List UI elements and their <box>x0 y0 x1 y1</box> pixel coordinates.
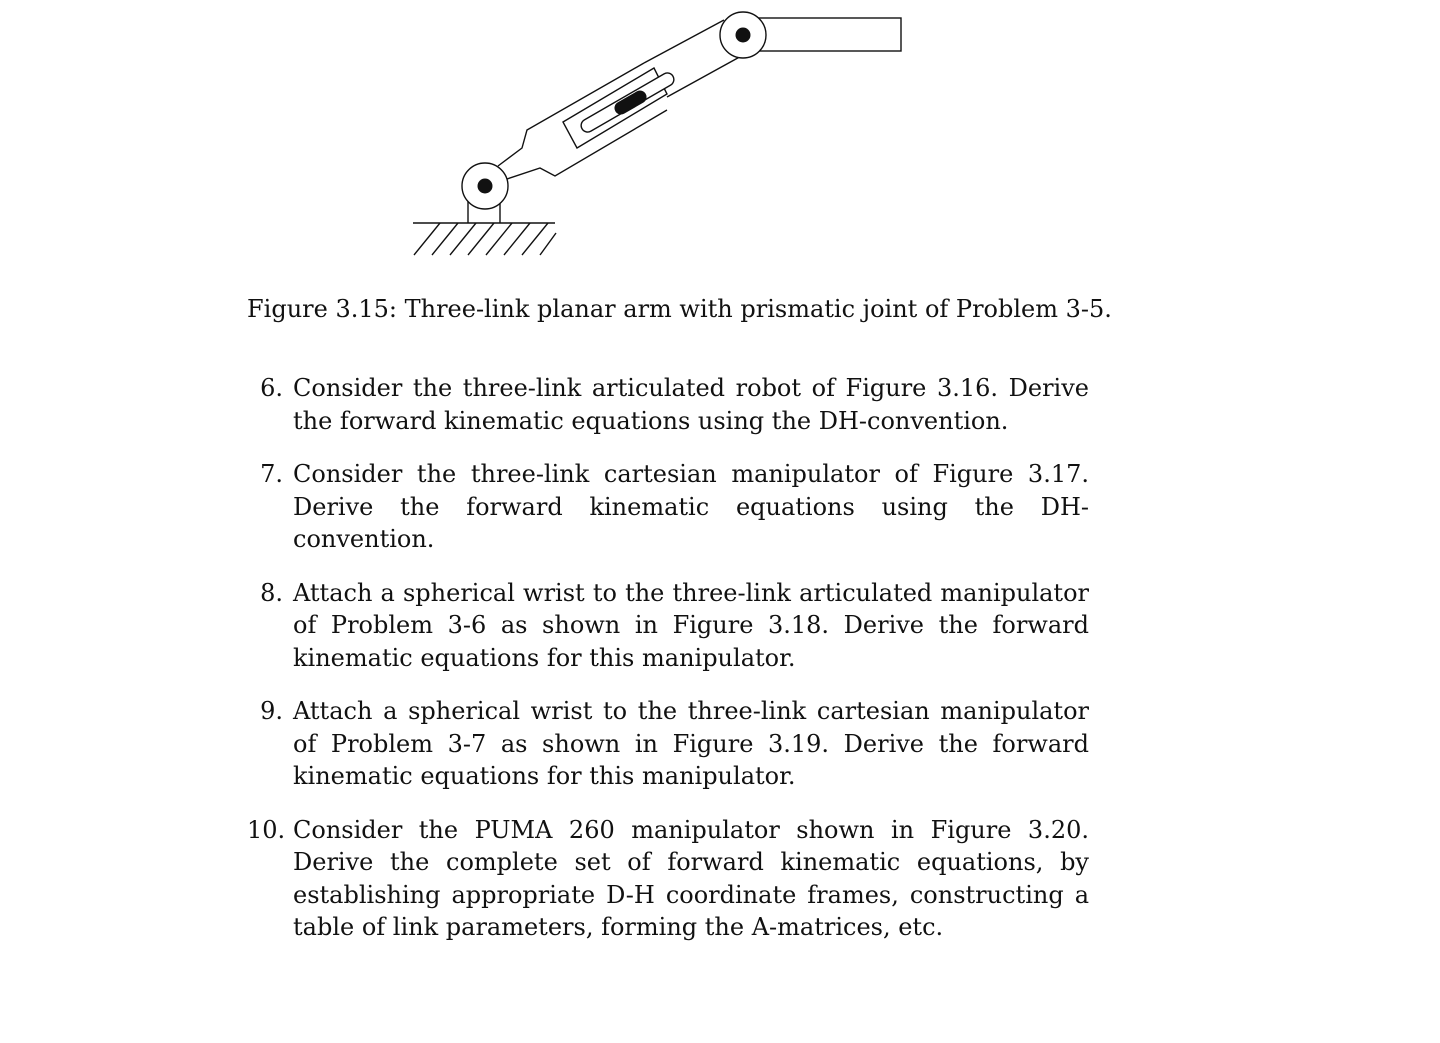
problem-text: Consider the PUMA 260 manipulator shown in Figure 3.20. Derive the complete set of forward kinematic equations, by establishing appropriate D-H coordinate frames, constructing a table of link parameters, forming the A-matrices, etc. <box>293 815 1089 941</box>
problem-number: 10. <box>247 815 286 844</box>
problem-item <box>247 695 1089 793</box>
problem-item <box>247 577 1089 675</box>
problem-text: Consider the three-link cartesian manipulator of Figure 3.17. Derive the forward kinematic equations using the DH-convention. <box>293 460 1089 553</box>
problem-item <box>247 458 1089 556</box>
problem-item <box>247 372 1089 437</box>
problem-text: Consider the three-link articulated robot of Figure 3.16. Derive the forward kinematic equations using the DH-convention. <box>293 374 1089 435</box>
prismatic-sleeve <box>563 68 676 148</box>
problem-number: 8. <box>260 578 283 607</box>
figure-caption: Figure 3.15: Three-link planar arm with prismatic joint of Problem 3-5. <box>247 295 1112 323</box>
problem-list <box>247 372 1089 965</box>
problem-number: 9. <box>260 697 283 725</box>
link-3 <box>750 18 901 51</box>
three-link-planar-arm-figure <box>405 8 915 260</box>
problem-text: Attach a spherical wrist to the three-link cartesian manipulator of Problem 3-7 as shown in Figure 3.19. Derive the forward kinematic equations for this manipulator. <box>293 697 1089 790</box>
problem-number: 7. <box>260 460 283 488</box>
joint-3 <box>720 12 766 58</box>
problem-item <box>247 814 1089 944</box>
problem-text: Attach a spherical wrist to the three-link articulated manipulator of Problem 3-6 as shown in Figure 3.18. Derive the forward kinematic equations for this manipulator. <box>293 578 1089 672</box>
problem-number: 6. <box>260 374 283 402</box>
ground-hatch <box>413 223 556 255</box>
joint-1 <box>462 163 508 209</box>
